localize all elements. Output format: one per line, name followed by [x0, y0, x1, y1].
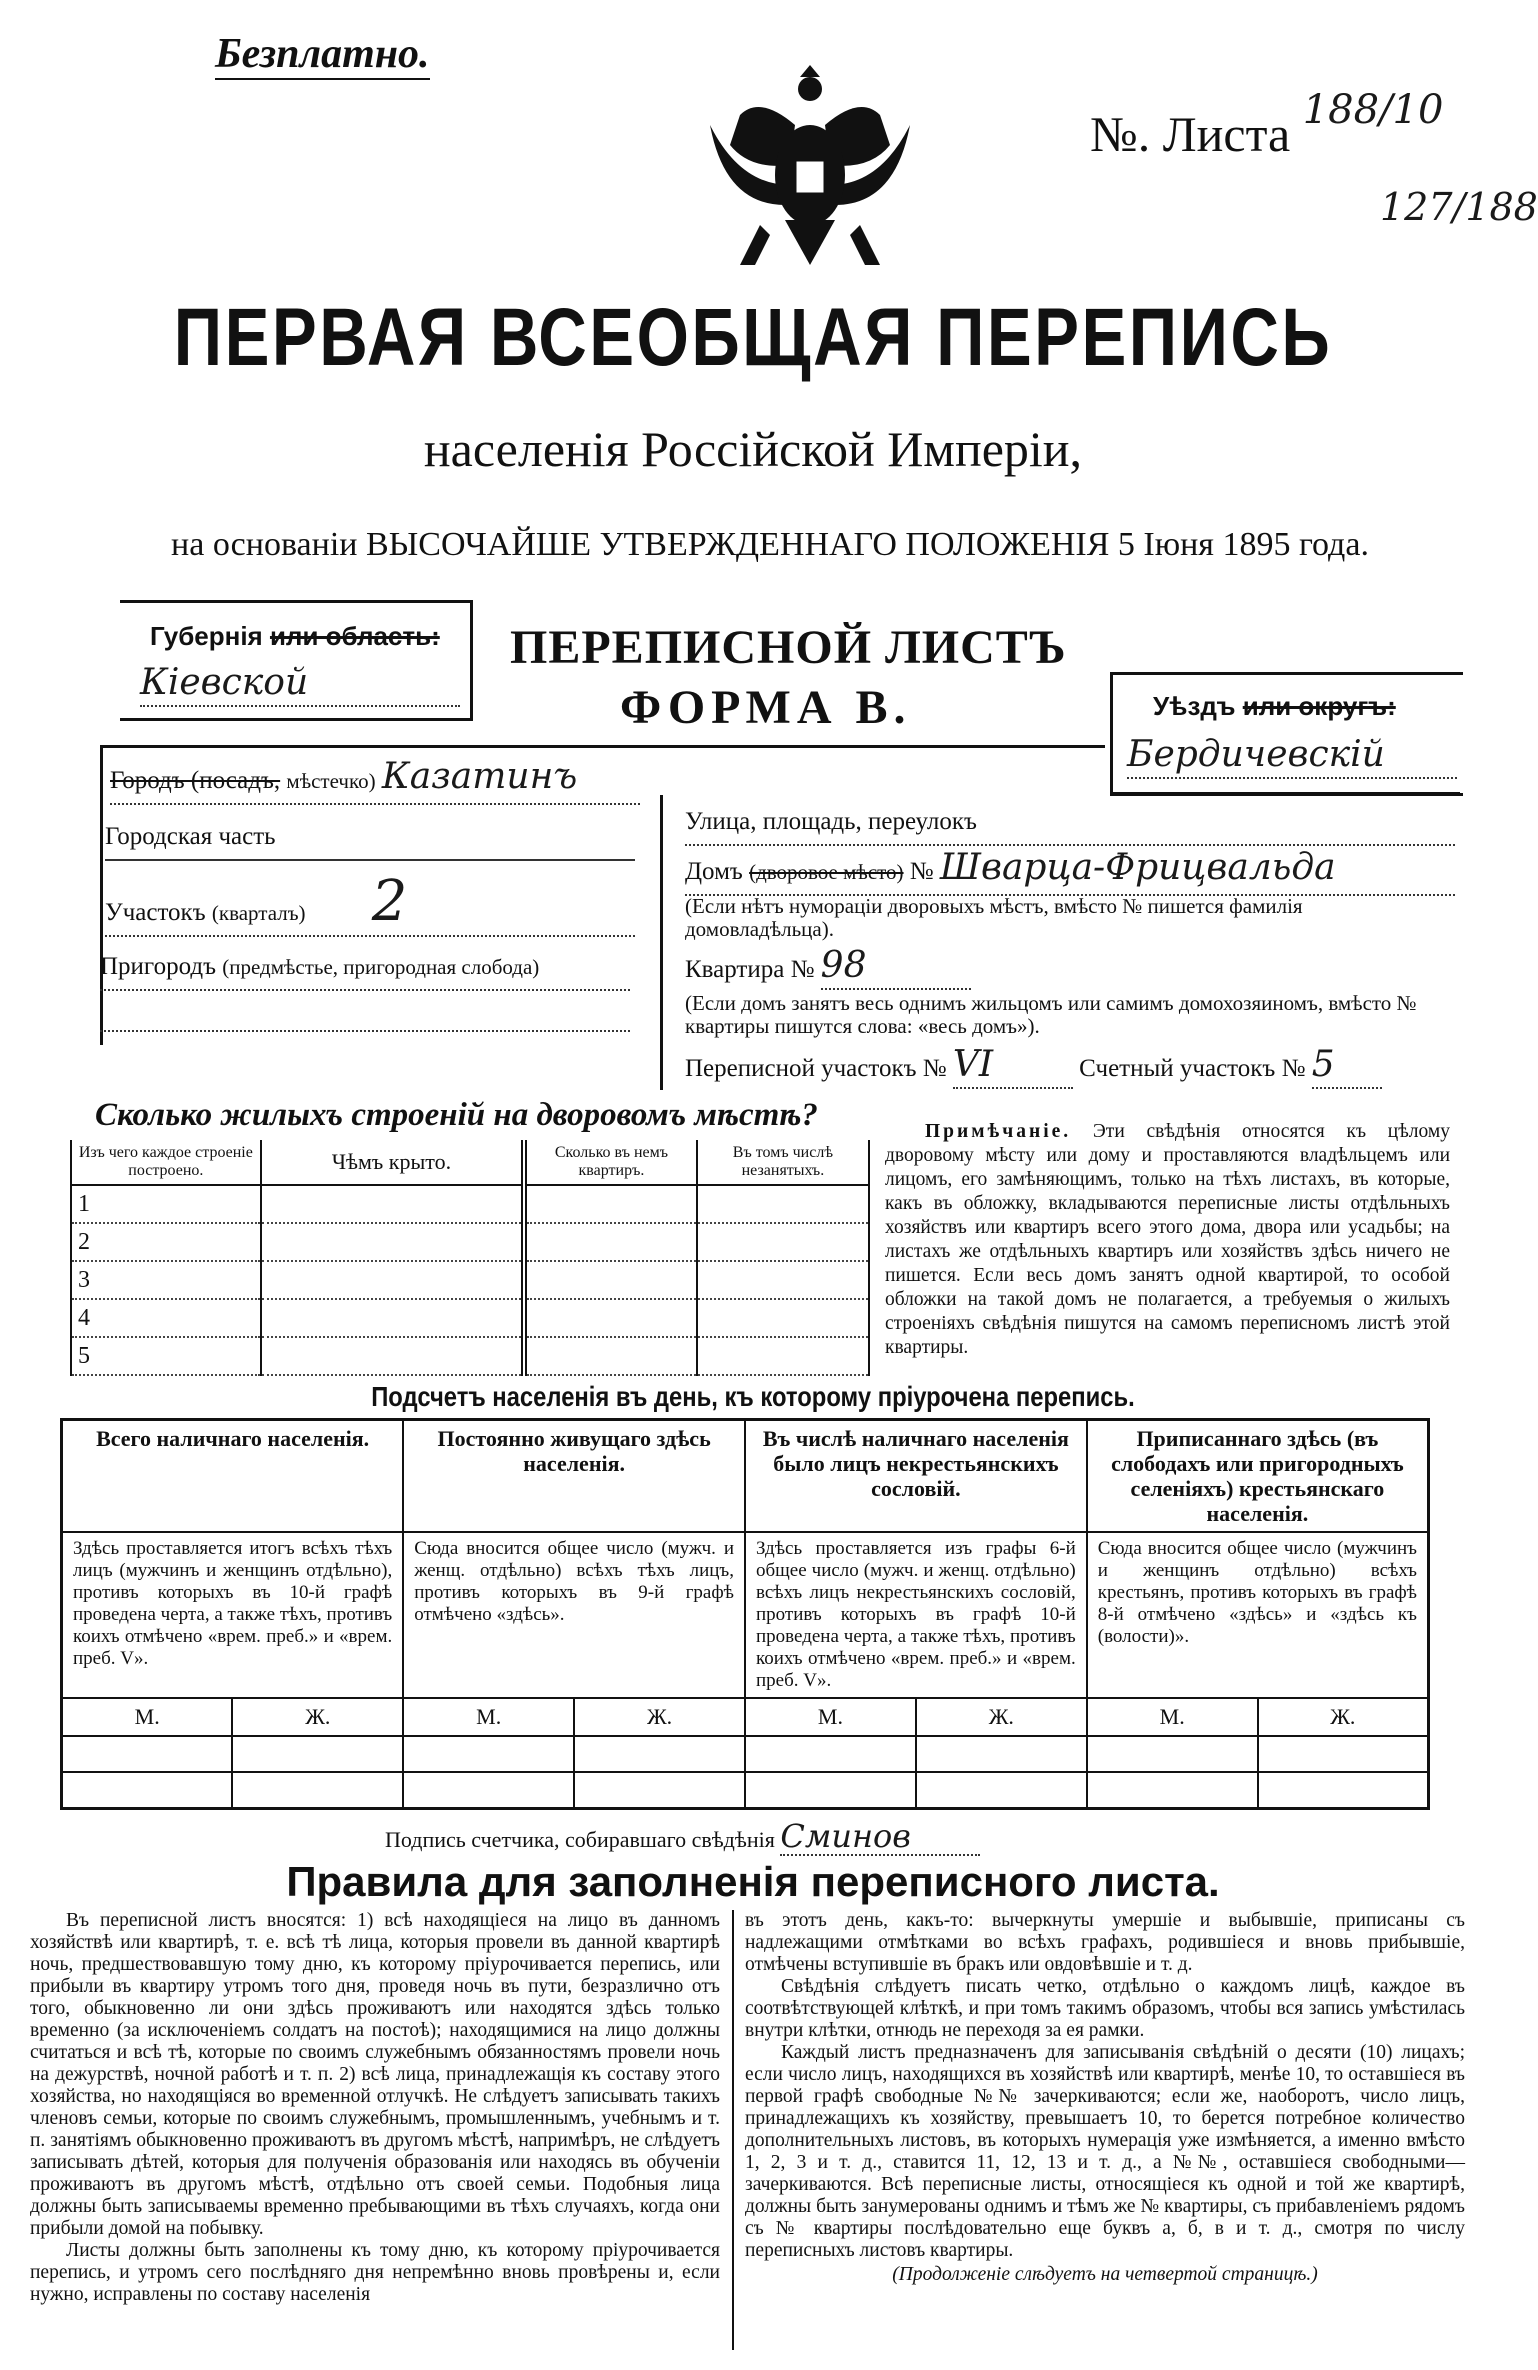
suburb-field-line[interactable]: [100, 1030, 630, 1032]
population-column-header: Приписаннаго здѣсь (въ слободахъ или пригородныхъ селеніяхъ) крестьянскаго населенія.: [1087, 1420, 1429, 1533]
female-count-cell[interactable]: [232, 1772, 403, 1809]
population-column-header: Въ числѣ наличнаго населенія было лицъ некрестьянскихъ сословій.: [745, 1420, 1087, 1533]
population-table: [60, 1418, 1430, 1810]
uezd-field[interactable]: Бердичевскій: [1127, 733, 1457, 779]
population-column-header: Постоянно живущаго здѣсь населенія.: [403, 1420, 745, 1533]
rules-paragraph: Каждый листъ предназначенъ для записыванія свѣдѣній о десяти (10) лицахъ; если число лицъ, находящихся въ хозяйствѣ или квартирѣ, менѣе 10, то оставшіеся въ первой графѣ свободные №№ зачеркиваются; если же, наоборотъ, число лицъ, принадлежащихъ къ хозяйству, превышаетъ 10, то берется потребное количество дополнительныхъ листовъ, въ которыхъ нумерація уже измѣняется, а именно вмѣсто 1, 2, 3 и т. д., ставится 11, 12, 13 и т. д., а №№, оставшіеся свободными—зачеркиваются. Всѣ переписные листы, относящіеся къ одной и той же квартирѣ, должны быть занумерованы однимъ и тѣмъ же № квартиры, съ прибавленіемъ рядомъ съ № квартиры послѣдовательно еще буквъ а, б, в и т. д., смотря по числу переписныхъ листовъ квартиры.: [745, 2042, 1465, 2261]
male-header: М.: [745, 1698, 916, 1736]
gubernia-label: Губернія или область:: [150, 621, 440, 651]
buildings-cell[interactable]: [261, 1185, 524, 1223]
imperial-eagle-emblem-icon: [700, 55, 920, 285]
population-column-desc: Сюда вносится общее число (мужчинъ и женщинъ отдѣльно) всѣхъ крестьянъ, противъ которыхъ въ графѣ 8-й отмѣчено «здѣсь» и «здѣсь къ (волости)».: [1087, 1532, 1429, 1698]
male-count-cell[interactable]: [403, 1736, 574, 1772]
page-subtitle: населенія Россійской Имперіи,: [423, 421, 1083, 477]
rules-paragraph: въ этотъ день, какъ-то: вычеркнуты умершіе и выбывшіе, приписаны съ надлежащими отмѣтками во всѣхъ графахъ, родившіеся и вновь прибывшіе, отмѣчены вступившіе въ бракъ или овдовѣвшіе и т. д.: [745, 1910, 1465, 1975]
male-count-cell[interactable]: [745, 1736, 916, 1772]
population-desc-row: [62, 1532, 1429, 1698]
male-count-cell[interactable]: [1087, 1736, 1258, 1772]
divider: [660, 795, 663, 1090]
uezd-box: [1110, 672, 1463, 796]
male-count-cell[interactable]: [745, 1772, 916, 1809]
decree-line: на основаніи ВЫСОЧАЙШЕ УТВЕРЖДЕННАГО ПОЛОЖЕНІЯ 5 Іюня 1895 года.: [171, 526, 1369, 563]
buildings-row: [71, 1261, 869, 1299]
buildings-cell[interactable]: [261, 1337, 524, 1375]
census-district-field[interactable]: Переписной участокъ № VI Счетный участокъ № 5: [685, 1043, 1382, 1091]
rules-title: Правила для заполненія переписного листа.: [286, 1858, 1220, 1905]
signature-value: Сминов: [780, 1818, 980, 1856]
population-input-row: [62, 1772, 1429, 1809]
column-header: Чѣмъ крыто.: [261, 1140, 524, 1185]
house-note: (Если нѣтъ нумораціи дворовыхъ мѣстъ, вмѣсто № пишется фамилія домовладѣльца).: [685, 894, 1303, 941]
population-column-header: Всего наличнаго населенія.: [62, 1420, 404, 1533]
male-count-cell[interactable]: [1087, 1772, 1258, 1809]
buildings-cell[interactable]: [697, 1185, 869, 1223]
buildings-question: Сколько жилыхъ строеній на дворовомъ мѣстѣ?: [95, 1097, 818, 1133]
form-title: ПЕРЕПИСНОЙ ЛИСТЪ: [510, 621, 1067, 674]
buildings-cell[interactable]: [261, 1299, 524, 1337]
buildings-cell[interactable]: [261, 1261, 524, 1299]
page-title: ПЕРВАЯ ВСЕОБЩАЯ ПЕРЕПИСЬ: [173, 292, 1333, 383]
column-header: Изъ чего каждое строеніе построено.: [71, 1140, 261, 1185]
apartment-field[interactable]: Квартира № 98: [685, 944, 971, 992]
row-number-cell: 2: [71, 1223, 261, 1261]
rules-paragraph: Въ переписной листъ вносятся: 1) всѣ находящіеся на лицо въ данномъ хозяйствѣ или квартирѣ, т. е. всѣ тѣ лица, которыя провели въ данной квартирѣ ночь, предшествовавшую тому дню, къ которому пріурочивается перепись, или прибыли въ квартиру утромъ того дня, проведя ночь въ пути, безразлично отъ того, обыкновенно ли они здѣсь проживаютъ или находятся здѣсь только временно (за исключеніемъ солдатъ на постоѣ); находящимися на лицо должны считаться и всѣ тѣ, которые по своимъ служебнымъ обязанностямъ провели ночь на дежурствѣ, ночной работѣ и т. п. 2) всѣ лица, принадлежащія къ составу этого хозяйства, но находящіяся во временной отлучкѣ. Не слѣдуетъ записывать такихъ членовъ семьи, которые по своимъ служебнымъ, промышленнымъ, учебнымъ и т. п. занятіямъ обыкновенно проживаютъ въ другомъ мѣстѣ, напримѣръ, не слѣдуетъ записывать дѣтей, которыя для полученія образованія или находясь въ обученіи проживаютъ въ другомъ мѣстѣ, отдѣльно отъ своей семьи. Подобныя лица должны быть записываемы временно пребывающими въ тѣхъ случаяхъ, когда они прибыли домой на побывку.: [30, 1910, 720, 2239]
population-caption: Подсчетъ населенія въ день, къ которому пріурочена перепись.: [371, 1381, 1135, 1412]
buildings-cell[interactable]: [524, 1299, 697, 1337]
continued-note: (Продолженіе слѣдуетъ на четвертой страницѣ.): [892, 2264, 1318, 2285]
male-count-cell[interactable]: [62, 1772, 233, 1809]
buildings-cell[interactable]: [524, 1185, 697, 1223]
population-input-row: [62, 1736, 1429, 1772]
female-header: Ж.: [232, 1698, 403, 1736]
male-header: М.: [62, 1698, 233, 1736]
row-number-cell: 1: [71, 1185, 261, 1223]
female-count-cell[interactable]: [574, 1772, 745, 1809]
sheet-number: [1090, 87, 1444, 163]
city-part-field[interactable]: Городская часть: [105, 815, 635, 861]
rules-paragraph: Листы должны быть заполнены къ тому дню, къ которому пріурочивается перепись, и утромъ сего послѣдняго дня непремѣнно вновь провѣрены и, если нужно, исправлены по составу населенія: [30, 2240, 720, 2305]
female-count-cell[interactable]: [916, 1736, 1087, 1772]
house-field[interactable]: Домъ (дворовое мѣсто) № Шварца-Фрицвальда: [685, 846, 1455, 896]
signature-label: Подпись счетчика, собиравшаго свѣдѣнія: [385, 1827, 775, 1852]
buildings-cell[interactable]: [697, 1337, 869, 1375]
column-header: Въ томъ числѣ незанятыхъ.: [697, 1140, 869, 1185]
row-number-cell: 3: [71, 1261, 261, 1299]
female-header: Ж.: [574, 1698, 745, 1736]
male-count-cell[interactable]: [62, 1736, 233, 1772]
row-number-cell: 4: [71, 1299, 261, 1337]
female-count-cell[interactable]: [916, 1772, 1087, 1809]
uezd-label: Уѣздъ или округъ:: [1153, 691, 1396, 721]
column-divider: [732, 1910, 734, 2350]
divider: [1110, 792, 1460, 795]
divider: [100, 745, 103, 1045]
buildings-row: [71, 1223, 869, 1261]
female-header: Ж.: [916, 1698, 1087, 1736]
population-header-row: [62, 1420, 1429, 1533]
buildings-cell[interactable]: [697, 1299, 869, 1337]
female-count-cell[interactable]: [1258, 1736, 1429, 1772]
suburb-field[interactable]: Пригородъ (предмѣстье, пригородная слобода): [100, 945, 630, 991]
column-header: Сколько въ немъ квартиръ.: [524, 1140, 697, 1185]
buildings-cell[interactable]: [524, 1223, 697, 1261]
rules-paragraph: Свѣдѣнія слѣдуетъ писать четко, отдѣльно о каждомъ лицѣ, каждое въ соотвѣтствующей клѣткѣ, и при томъ такимъ образомъ, чтобы вся запись умѣстилась внутри клѣтки, отнюдь не переходя за ея рамки.: [745, 1976, 1465, 2041]
population-column-desc: Здѣсь проставляется изъ графы 6-й общее число (мужч. и женщ. отдѣльно) всѣхъ лицъ некрестьянскихъ сословій, противъ которыхъ въ графѣ 10-й проведена черта, а также тѣхъ, противъ коихъ отмѣчено «врем. преб.» и «врем. преб. V».: [745, 1532, 1087, 1698]
sheet-number-label: №. Листа: [1090, 106, 1291, 162]
divider: [100, 745, 1105, 748]
note-title: Примѣчаніе.: [925, 1121, 1072, 1142]
note-text: Эти свѣдѣнія относятся къ цѣлому дворовому мѣсту или дому и проставляются владѣльцемъ или лицомъ, его замѣняющимъ, только на тѣхъ листахъ, въ которые, какъ въ обложку, вкладываются переписные листы отдѣльныхъ хозяйствъ или квартиръ всего этого дома, двора или усадьбы; на листахъ же отдѣльныхъ квартиръ или хозяйствъ здѣсь ничего не пишется. Если весь домъ занятъ одной квартирой, то особой обложки на такой домъ не полагается, а требуемыя о жилыхъ строеніяхъ свѣдѣнія пишутся на самомъ переписномъ листѣ этой квартиры.: [885, 1121, 1450, 1358]
buildings-cell[interactable]: [697, 1261, 869, 1299]
male-header: М.: [403, 1698, 574, 1736]
population-column-desc: Сюда вносится общее число (мужч. и женщ. отдѣльно) всѣхъ тѣхъ лицъ, противъ которыхъ въ 9-й графѣ отмѣчено «здѣсь».: [403, 1532, 745, 1698]
female-count-cell[interactable]: [232, 1736, 403, 1772]
city-field[interactable]: Городъ (посадъ, мѣстечко) Казатинъ: [110, 755, 640, 805]
apartment-note: (Если домъ занятъ весь однимъ жильцомъ или самимъ домохозяиномъ, вмѣсто № квартиры пишутся слова: «весь домъ»).: [685, 991, 1417, 1038]
row-number-cell: 5: [71, 1337, 261, 1375]
sheet-number-alt: 127/188: [1380, 185, 1538, 229]
buildings-row: [71, 1337, 869, 1375]
population-column-desc: Здѣсь проставляется итогъ всѣхъ тѣхъ лицъ (мужчинъ и женщинъ отдѣльно), противъ которыхъ въ 10-й графѣ проведена черта, а также тѣхъ, противъ коихъ отмѣчено «врем. преб.» и «врем. преб. V».: [62, 1532, 404, 1698]
sheet-number-value: 188/10: [1302, 87, 1444, 133]
rules-left-column: [30, 1910, 720, 2306]
female-count-cell[interactable]: [1258, 1772, 1429, 1809]
count-district-field: Счетный участокъ №: [1079, 1055, 1306, 1082]
buildings-cell[interactable]: [697, 1223, 869, 1261]
buildings-cell[interactable]: [261, 1223, 524, 1261]
free-of-charge-label: Безплатно.: [215, 30, 430, 80]
rules-right-column: [745, 1910, 1465, 2286]
gubernia-box: [120, 600, 473, 721]
buildings-row: [71, 1185, 869, 1223]
buildings-table: [70, 1140, 870, 1376]
population-sex-row: [62, 1698, 1429, 1736]
gubernia-field[interactable]: Кіевской: [140, 661, 460, 707]
buildings-cell[interactable]: [524, 1261, 697, 1299]
buildings-cell[interactable]: [524, 1337, 697, 1375]
note: [885, 1120, 1450, 1360]
signature-field[interactable]: [385, 1818, 980, 1858]
female-count-cell[interactable]: [574, 1736, 745, 1772]
form-name: ФОРМА В.: [620, 681, 912, 734]
buildings-row: [71, 1299, 869, 1337]
street-field[interactable]: Улица, площадь, переулокъ: [685, 800, 1455, 846]
male-count-cell[interactable]: [403, 1772, 574, 1809]
district-field[interactable]: Участокъ (кварталъ) 2: [105, 880, 635, 937]
male-header: М.: [1087, 1698, 1258, 1736]
buildings-header-row: [71, 1140, 869, 1185]
female-header: Ж.: [1258, 1698, 1429, 1736]
